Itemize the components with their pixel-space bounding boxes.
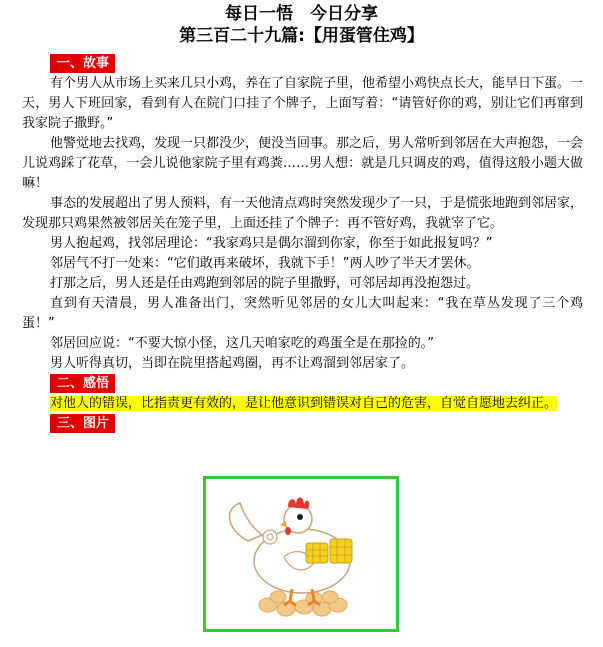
- story-paragraph: 他警觉地去找鸡，发现一只都没少，便没当回事。那之后，男人常听到邻居在大声抱怨，一会儿说鸡踩了花草，一会儿说他家院子里有鸡粪……男人想：就是几只调皮的鸡，值得这般小题大做嘛！: [22, 136, 584, 191]
- chicken-icon: [206, 479, 396, 629]
- article-title: 第三百二十九篇:【用蛋管住鸡】: [179, 26, 424, 46]
- section-label-insight: 二、感悟: [50, 374, 115, 393]
- story-paragraph: 男人听得真切，当即在院里搭起鸡圈，再不让鸡溜到邻居家了。: [50, 356, 415, 371]
- story-paragraph: 直到有天清晨，男人准备出门，突然听见邻居的女儿大叫起来：“我在草丛发现了三个鸡蛋！”: [22, 296, 583, 331]
- story-paragraph: 邻居回应说：“不要大惊小怪，这几天咱家吃的鸡蛋全是在那捡的。”: [50, 336, 434, 351]
- story-paragraph: 事态的发展超出了男人预料，有一天他清点鸡时突然发现少了一只，于是慌张地跑到邻居家，发现那只鸡果然被邻居关在笼子里，上面还挂了个牌子：再不管好鸡，我就宰了它。: [22, 196, 584, 231]
- story-paragraph: 邻居气不打一处来：“它们敢再来破坏，我就下手！”两人吵了半天才罢休。: [50, 256, 480, 271]
- section-label-story: 一、故事: [50, 54, 115, 73]
- insight-paragraph: [22, 394, 583, 414]
- story-paragraph: 男人抱起鸡，找邻居理论：“我家鸡只是偶尔溜到你家，你至于如此报复吗？”: [50, 236, 493, 251]
- story-paragraph: 打那之后，男人还是任由鸡跑到邻居的院子里撒野，可邻居却再没抱怨过。: [50, 276, 480, 291]
- page-title: 每日一悟 今日分享: [225, 4, 378, 24]
- section-label-picture: 三、图片: [50, 414, 115, 433]
- picture-frame: [203, 476, 399, 632]
- article-body: [22, 54, 583, 434]
- page-header: [0, 3, 603, 47]
- insight-text: 对他人的错误，比指责更有效的，是让他意识到错误对自己的危害，自觉自愿地去纠正。: [50, 396, 558, 411]
- story-paragraph: 有个男人从市场上买来几只小鸡，养在了自家院子里，他希望小鸡快点长大，能早日下蛋。一天，男人下班回家，看到有人在院门口挂了个牌子，上面写着：“请管好你的鸡，别让它们再窜到我家院子撒野。”: [22, 76, 584, 131]
